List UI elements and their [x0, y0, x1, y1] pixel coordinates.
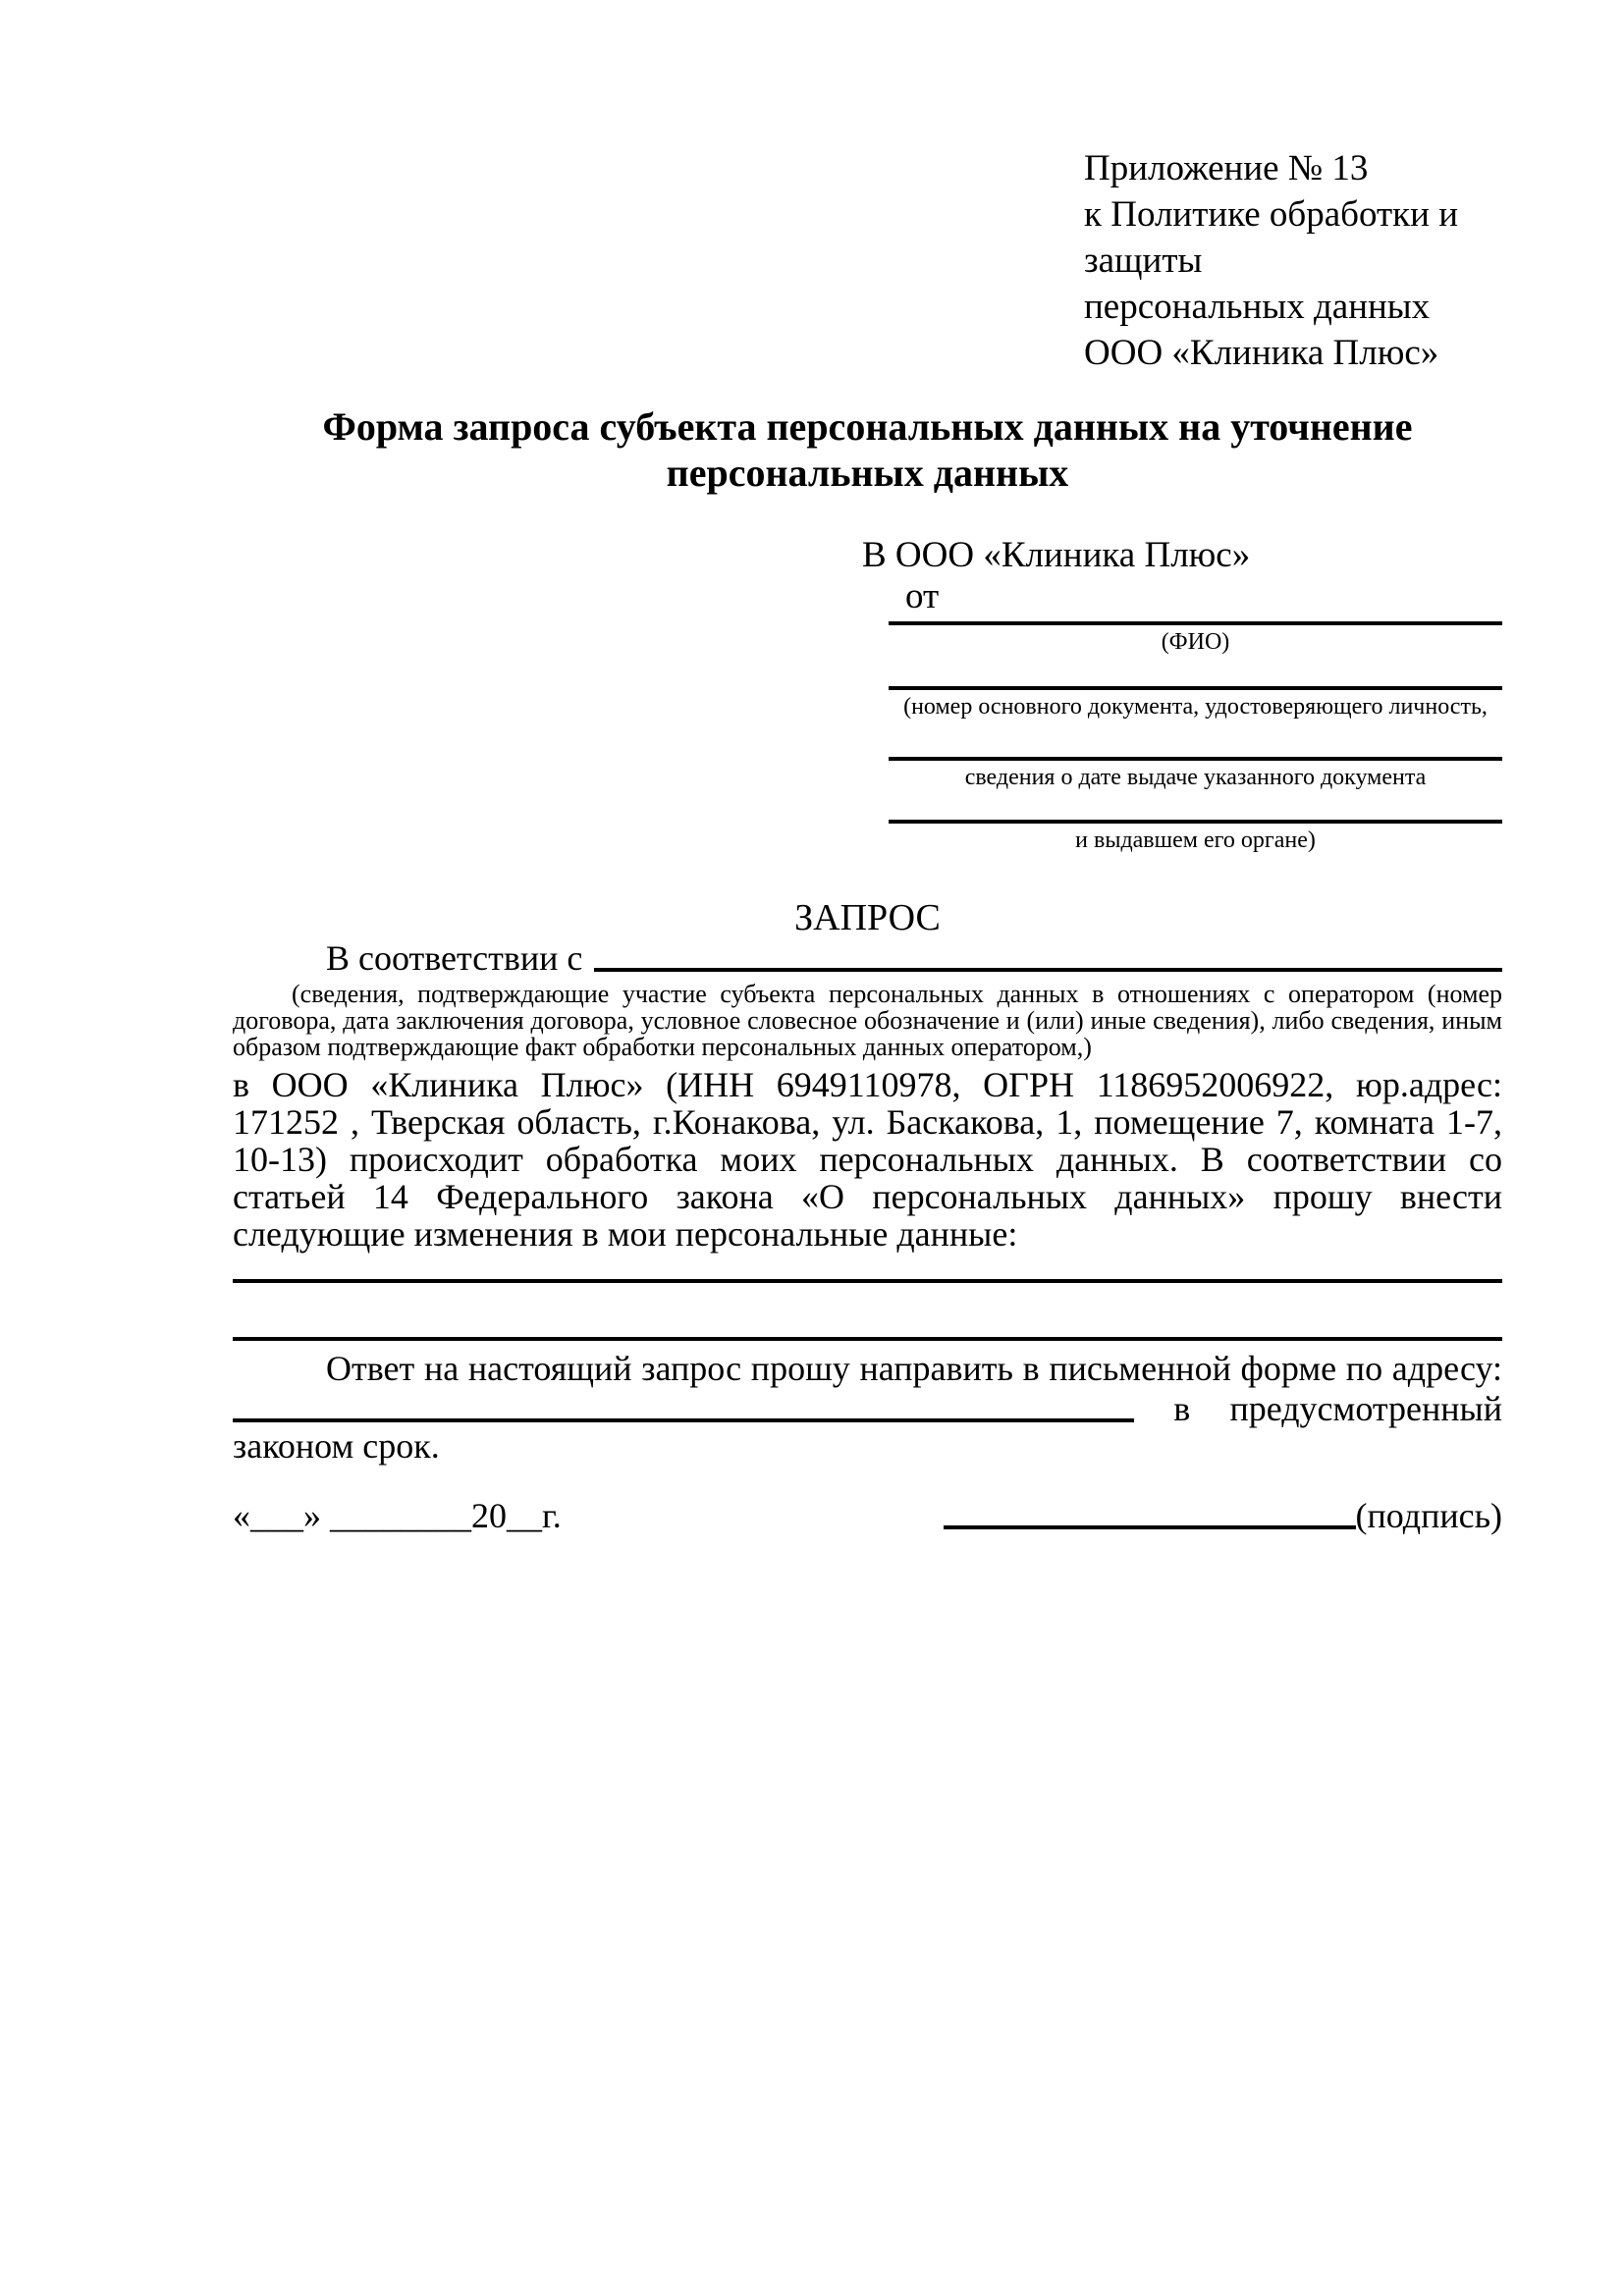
fio-blank-line: [889, 621, 1502, 625]
address-blank-line: [233, 1418, 1134, 1422]
document-number-blank-row: [889, 686, 1502, 721]
issuing-authority-blank-line: [889, 820, 1502, 824]
document-number-blank-line: [889, 686, 1502, 690]
request-heading: ЗАПРОС: [794, 897, 941, 938]
answer-word-in: в: [1173, 1389, 1191, 1428]
fio-caption: (ФИО): [1161, 629, 1230, 655]
appendix-line: ООО «Клиника Плюс»: [1084, 333, 1439, 373]
signature-block: [944, 1496, 1502, 1535]
answer-word-prescribed: предусмотренный: [1229, 1389, 1502, 1428]
date-blank: «___» ________20__г.: [233, 1496, 562, 1535]
signature-caption: (подпись): [1355, 1496, 1502, 1535]
addressee-block: [862, 535, 1502, 855]
changes-blank-line-2: [233, 1337, 1502, 1341]
appendix-line: Приложение № 13: [1084, 148, 1369, 188]
fio-blank-row: [889, 621, 1502, 657]
accordance-note: (сведения, подтверждающие участие субъекта персональных данных в отношениях с оператором (номер договора, дата заключения договора, условное словесное обозначение и (или) иные сведения), либо сведения, иным образом подтверждающие факт обработки персональных данных оператором,): [233, 980, 1502, 1061]
accordance-blank-line: [594, 968, 1502, 972]
answer-paragraph-line1: Ответ на настоящий запрос прошу направить в письменной форме по адресу:: [326, 1349, 1502, 1388]
appendix-line: к Политике обработки и защиты: [1084, 194, 1459, 281]
appendix-header: [1084, 0, 1502, 376]
issue-date-caption: сведения о дате выдаче указанного документа: [964, 765, 1427, 790]
issuing-authority-caption: и выдавшем его органе): [1075, 828, 1316, 853]
accordance-prefix: В соответствии с: [326, 938, 583, 978]
page-title: Форма запроса субъекта персональных данных на уточнение персональных данных: [322, 404, 1413, 495]
addressee-from-label: от: [905, 576, 940, 616]
issue-date-blank-row: [889, 757, 1502, 792]
signature-blank-line: [944, 1525, 1356, 1529]
issuing-authority-blank-row: [889, 820, 1502, 855]
addressee-to: В ООО «Клиника Плюс»: [862, 535, 1251, 575]
answer-address-row: [233, 1388, 1502, 1427]
issue-date-blank-line: [889, 757, 1502, 761]
answer-paragraph-line3: законом срок.: [233, 1426, 440, 1466]
document-number-caption: (номер основного документа, удостоверяющего личность,: [903, 694, 1488, 720]
changes-blank-line-1: [233, 1279, 1502, 1283]
accordance-row: [233, 939, 1502, 977]
body-paragraph: в ООО «Клиника Плюс» (ИНН 6949110978, ОГРН 1186952006922, юр.адрес: 171252 , Тверская область, г.Конакова, ул. Баскакова, 1, помещение 7, комната 1-7, 10-13) происходит обработка моих персональных данных. В соответствии со статьей 14 Федерального закона «О персональных данных» прошу внести следующие изменения в мои персональные данные:: [233, 1065, 1502, 1254]
footer-row: [233, 1496, 1502, 1535]
appendix-line: персональных данных: [1084, 287, 1431, 327]
